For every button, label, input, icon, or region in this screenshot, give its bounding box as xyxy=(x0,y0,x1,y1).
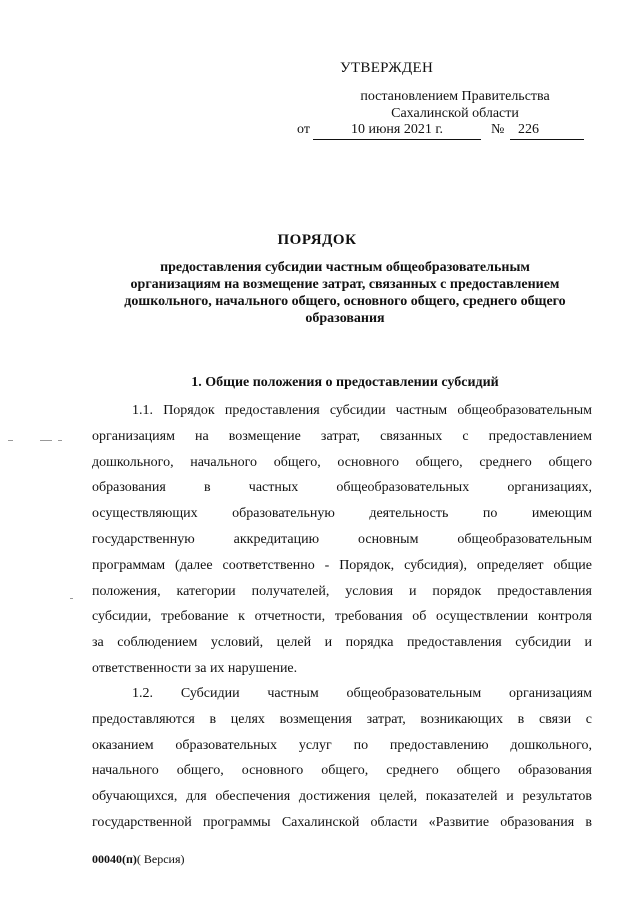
subtitle-line: образования xyxy=(305,311,385,326)
decree-line-1: постановлением Правительства xyxy=(360,89,550,104)
paragraph-1 xyxy=(92,398,592,682)
text-line: ответственности за их нарушение. xyxy=(92,660,298,676)
footer-code: 00040(п) xyxy=(92,852,137,866)
text-line: за соблюдением условий, целей и порядка предоставления субсидии и xyxy=(92,635,592,651)
subtitle-line: предоставления субсидии частным общеобразовательным xyxy=(160,260,530,275)
subtitle-line: дошкольного, начального общего, основного общего, среднего общего xyxy=(124,294,566,309)
document-subtitle xyxy=(100,259,590,327)
text-line: дошкольного, начального общего, основного общего, среднего общего xyxy=(92,454,592,470)
decree-date-row xyxy=(297,122,597,142)
text-line: государственную аккредитацию основным общеобразовательным xyxy=(92,531,592,547)
scan-speck xyxy=(8,440,13,441)
decree-date: 10 июня 2021 г. xyxy=(313,122,481,140)
approved-stamp: УТВЕРЖДЕН xyxy=(340,60,434,76)
footer-version: ( Версия) xyxy=(136,852,185,866)
decree-line-2: Сахалинской области xyxy=(391,106,519,121)
decree-number-field xyxy=(510,122,584,140)
text-line: образования в частных общеобразовательных организациях, xyxy=(92,480,592,496)
paragraph-2 xyxy=(92,681,592,836)
text-line: предоставляются в целях возмещения затрат, возникающих в связи с xyxy=(92,711,592,727)
text-line: 1.2. Субсидии частным общеобразовательным организациям xyxy=(132,686,592,701)
from-label: от xyxy=(297,122,310,137)
document-footer xyxy=(92,852,185,867)
number-sign: № xyxy=(491,122,505,137)
decree-number: 226 xyxy=(518,122,539,137)
text-line: программам (далее соответственно - Порядок, субсидия), определяет общие xyxy=(92,557,592,573)
section-heading: 1. Общие положения о предоставлении субсидий xyxy=(191,375,499,390)
text-line: осуществляющих образовательную деятельность по имеющим xyxy=(92,506,592,522)
scan-speck xyxy=(58,440,62,441)
text-line: организациям на возмещение затрат, связанных с предоставлением xyxy=(92,428,592,444)
text-line: субсидии, требование к отчетности, требования об осуществлении контроля xyxy=(92,609,592,625)
text-line: начального общего, основного общего, среднего общего образования xyxy=(92,763,592,779)
subtitle-line: организациям на возмещение затрат, связанных с предоставлением xyxy=(130,277,560,292)
scan-speck xyxy=(70,598,73,599)
text-line: оказанием образовательных услуг по предоставлению дошкольного, xyxy=(92,737,592,753)
text-line: обучающихся, для обеспечения достижения целей, показателей и результатов xyxy=(92,789,592,805)
text-line: положения, категории получателей, условия и порядок предоставления xyxy=(92,583,592,599)
document-title: ПОРЯДОК xyxy=(277,232,357,248)
text-line: 1.1. Порядок предоставления субсидии частным общеобразовательным xyxy=(132,403,592,418)
text-line: государственной программы Сахалинской области «Развитие образования в xyxy=(92,814,592,830)
scan-speck xyxy=(40,440,52,441)
